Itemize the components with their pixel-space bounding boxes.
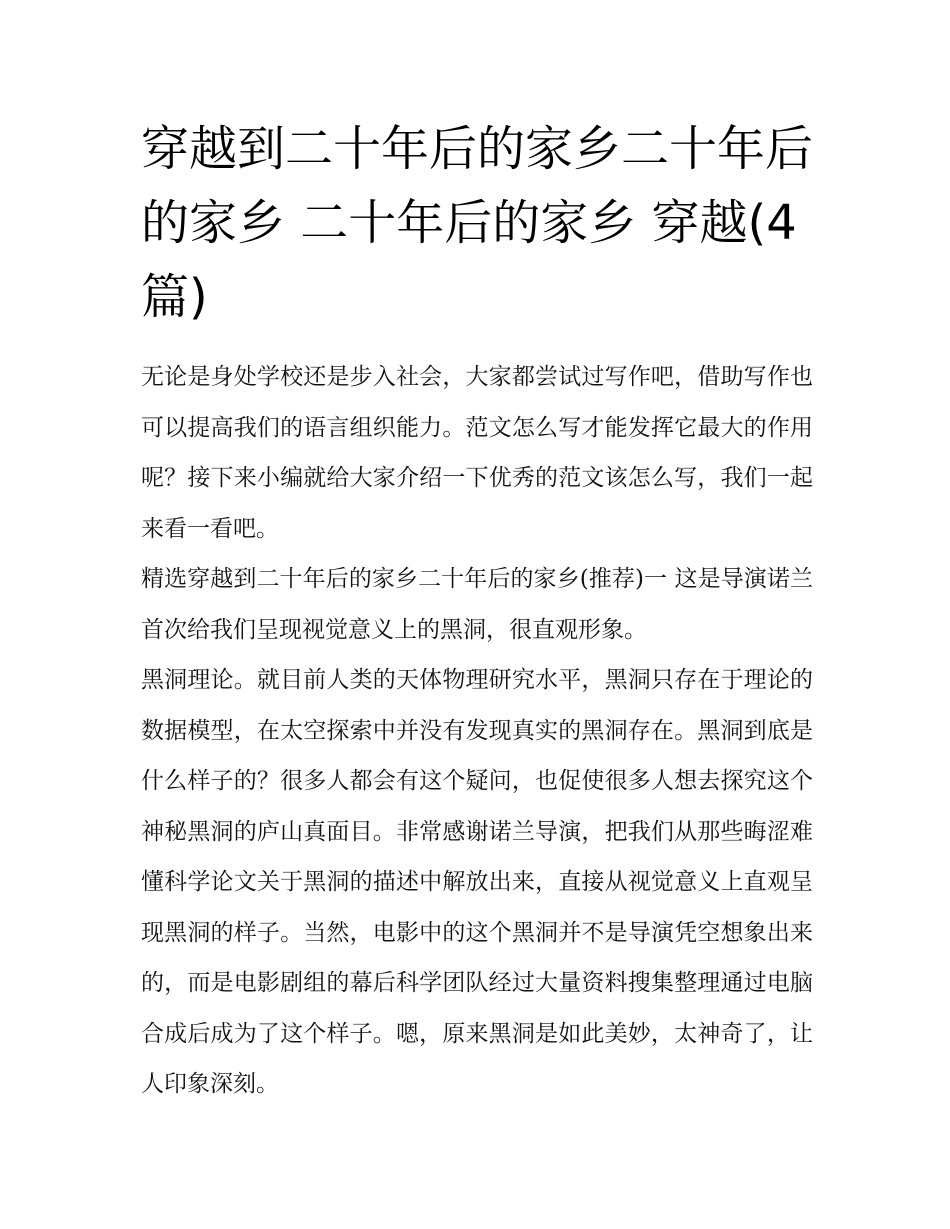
paragraph-intro: 无论是身处学校还是步入社会，大家都尝试过写作吧，借助写作也可以提高我们的语言组织能力。范文怎么写才能发挥它最大的作用呢？接下来小编就给大家介绍一下优秀的范文该怎么写，我们一起来看一看吧。 — [141, 364, 813, 542]
document-page — [141, 112, 813, 1110]
paragraph-black-hole: 黑洞理论。就目前人类的天体物理研究水平，黑洞只存在于理论的数据模型，在太空探索中并没有发现真实的黑洞存在。黑洞到底是什么样子的？很多人都会有这个疑问，也促使很多人想去探究这个神秘黑洞的庐山真面目。非常感谢诺兰导演，把我们从那些晦涩难懂科学论文关于黑洞的描述中解放出来，直接从视觉意义上直观呈现黑洞的样子。当然，电影中的这个黑洞并不是导演凭空想象出来的，而是电影剧组的幕后科学团队经过大量资料搜集整理通过电脑合成后成为了这个样子。嗯，原来黑洞是如此美妙，太神奇了，让人印象深刻。 — [141, 667, 813, 1097]
document-title: 穿越到二十年后的家乡二十年后的家乡 二十年后的家乡 穿越(4篇) — [141, 121, 814, 325]
document-body — [141, 352, 813, 1110]
paragraph-featured: 精选穿越到二十年后的家乡二十年后的家乡(推荐)一 这是导演诺兰首次给我们呈现视觉意义上的黑洞，很直观形象。 — [141, 566, 813, 643]
